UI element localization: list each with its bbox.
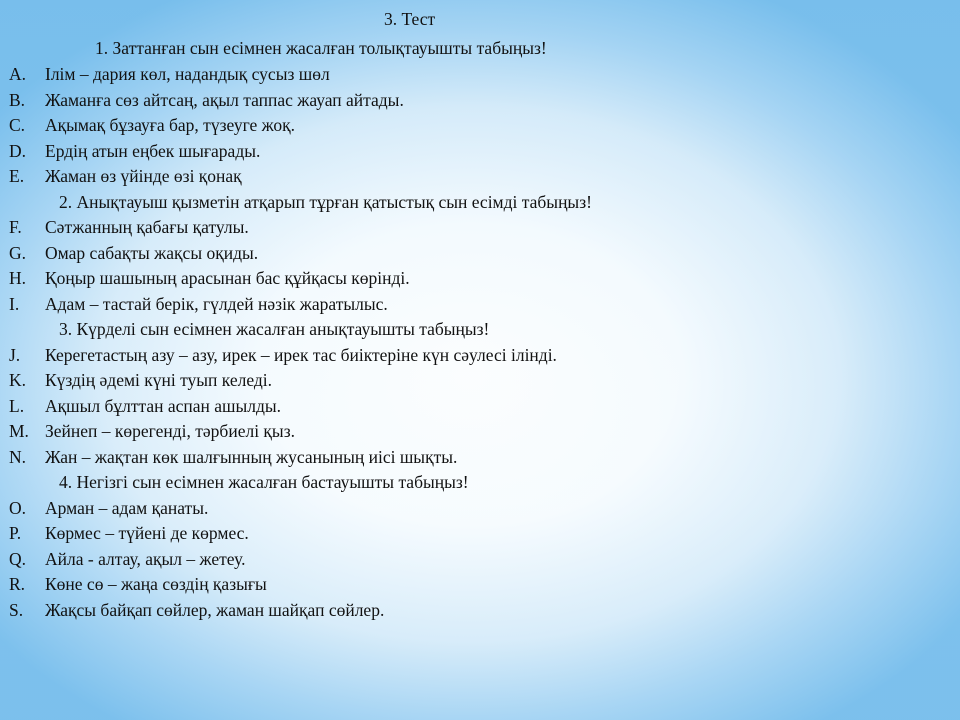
option-text: Омар сабақты жақсы оқиды. — [45, 243, 259, 263]
option-letter: S. — [9, 600, 24, 620]
option-text: Адам – тастай берік, гүлдей нәзік жаратылыс. — [45, 294, 388, 314]
option-letter: A. — [9, 64, 27, 84]
option-text: Ақымақ бұзауға бар, түзеуге жоқ. — [45, 115, 295, 135]
option-letter: K. — [9, 370, 27, 390]
option-text: Жаманға сөз айтсаң, ақыл таппас жауап айтады. — [45, 90, 404, 110]
option-text: Көне сө – жаңа сөздің қазығы — [45, 574, 267, 594]
option-text: Ердің атын еңбек шығарады. — [45, 141, 261, 161]
option-letter: J. — [9, 345, 21, 365]
option-letter: M. — [9, 421, 29, 441]
question-3: 3. Күрделі сын есімнен жасалған анықтауышты табыңыз! — [59, 319, 490, 339]
option-text: Жан – жақтан көк шалғынның жусанының иісі шықты. — [45, 447, 458, 467]
option-text: Жаман өз үйінде өзі қонақ — [45, 166, 242, 186]
option-letter: Q. — [9, 549, 27, 569]
option-text: Ілім – дария көл, надандық сусыз шөл — [45, 64, 330, 84]
option-text: Көрмес – түйені де көрмес. — [45, 523, 249, 543]
test-title: 3. Тест — [384, 9, 436, 29]
option-letter: B. — [9, 90, 26, 110]
option-letter: L. — [9, 396, 25, 416]
question-2: 2. Анықтауыш қызметін атқарып тұрған қатыстық сын есімді табыңыз! — [59, 192, 592, 212]
option-letter: D. — [9, 141, 27, 161]
option-text: Күздің әдемі күні туып келеді. — [45, 370, 273, 390]
option-letter: O. — [9, 498, 27, 518]
option-letter: H. — [9, 268, 27, 288]
option-letter: C. — [9, 115, 26, 135]
option-text: Арман – адам қанаты. — [45, 498, 209, 518]
option-letter: P. — [9, 523, 22, 543]
option-text: Сәтжанның қабағы қатулы. — [45, 217, 249, 237]
question-4: 4. Негізгі сын есімнен жасалған бастауышты табыңыз! — [59, 472, 469, 492]
option-text: Ақшыл бұлттан аспан ашылды. — [45, 396, 282, 416]
option-text: Керегетастың азу – азу, ирек – ирек тас биіктеріне күн сәулесі ілінді. — [45, 345, 557, 365]
option-letter: G. — [9, 243, 27, 263]
option-text: Жақсы байқап сөйлер, жаман шайқап сөйлер. — [45, 600, 385, 620]
question-1: 1. Заттанған сын есімнен жасалған толықтауышты табыңыз! — [95, 38, 547, 58]
option-letter: F. — [9, 217, 22, 237]
option-letter: N. — [9, 447, 27, 467]
option-text: Зейнеп – көрегенді, тәрбиелі қыз. — [45, 421, 295, 441]
option-letter: R. — [9, 574, 26, 594]
option-text: Қоңыр шашының арасынан бас құйқасы көрінді. — [45, 268, 410, 288]
option-text: Айла - алтау, ақыл – жетеу. — [45, 549, 246, 569]
option-letter: I. — [9, 294, 20, 314]
option-letter: E. — [9, 166, 25, 186]
